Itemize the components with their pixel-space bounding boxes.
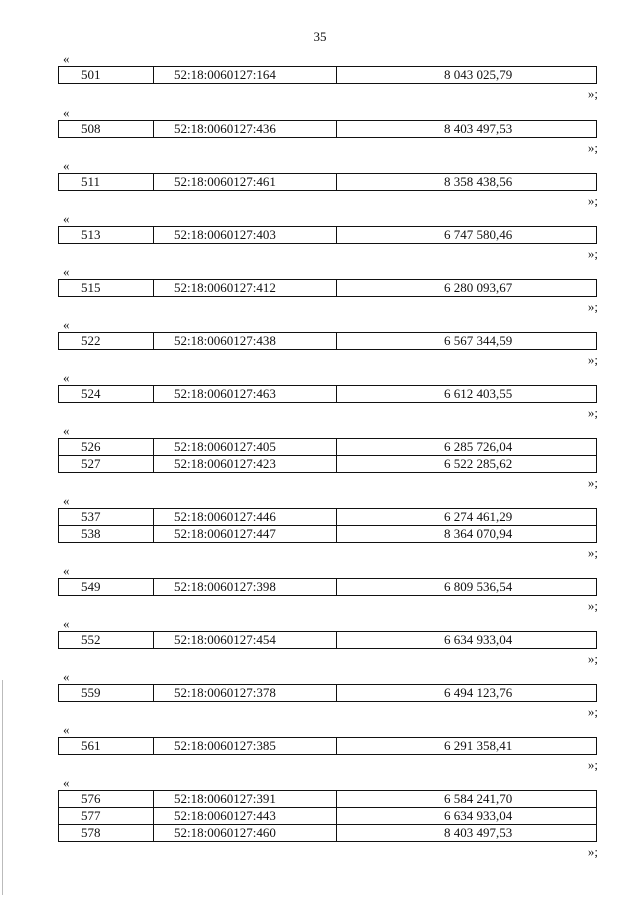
opening-quote: « xyxy=(63,775,70,790)
amendment-table xyxy=(58,120,597,138)
table-row xyxy=(59,526,597,543)
amendment-table xyxy=(58,631,597,649)
closing-quote: »; xyxy=(587,704,598,719)
cadastral-value: 6 280 093,67 xyxy=(337,280,597,297)
amendment-table xyxy=(58,737,597,755)
cadastral-value: 6 274 461,29 xyxy=(337,509,597,526)
cadastral-number: 52:18:0060127:446 xyxy=(154,509,337,526)
amendment-table xyxy=(58,173,597,191)
table-row xyxy=(59,509,597,526)
page-number: 35 xyxy=(313,29,327,44)
amendment-table xyxy=(58,790,597,842)
amendment-table xyxy=(58,279,597,297)
cadastral-value: 6 494 123,76 xyxy=(337,685,597,702)
opening-quote: « xyxy=(63,616,70,631)
cadastral-value: 6 634 933,04 xyxy=(337,808,597,825)
cadastral-value: 8 403 497,53 xyxy=(337,121,597,138)
closing-quote: »; xyxy=(587,246,598,261)
closing-quote: »; xyxy=(587,545,598,560)
cadastral-value: 6 634 933,04 xyxy=(337,632,597,649)
opening-quote: « xyxy=(63,105,70,120)
closing-quote: »; xyxy=(587,757,598,772)
cadastral-value: 8 043 025,79 xyxy=(337,67,597,84)
table-row xyxy=(59,67,597,84)
opening-quote: « xyxy=(63,722,70,737)
cadastral-value: 6 612 403,55 xyxy=(337,386,597,403)
opening-quote: « xyxy=(63,669,70,684)
row-number: 537 xyxy=(59,509,154,526)
amendment-table xyxy=(58,508,597,543)
cadastral-number: 52:18:0060127:454 xyxy=(154,632,337,649)
closing-quote: »; xyxy=(587,475,598,490)
closing-quote: »; xyxy=(587,86,598,101)
cadastral-number: 52:18:0060127:164 xyxy=(154,67,337,84)
table-row xyxy=(59,738,597,755)
closing-quote: »; xyxy=(587,598,598,613)
closing-quote: »; xyxy=(587,352,598,367)
cadastral-number: 52:18:0060127:460 xyxy=(154,825,337,842)
row-number: 538 xyxy=(59,526,154,543)
row-number: 527 xyxy=(59,456,154,473)
cadastral-number: 52:18:0060127:423 xyxy=(154,456,337,473)
table-row xyxy=(59,121,597,138)
amendment-table xyxy=(58,332,597,350)
row-number: 577 xyxy=(59,808,154,825)
opening-quote: « xyxy=(63,493,70,508)
closing-quote: »; xyxy=(587,844,598,859)
table-row xyxy=(59,579,597,596)
cadastral-value: 6 522 285,62 xyxy=(337,456,597,473)
table-row xyxy=(59,280,597,297)
amendment-table xyxy=(58,578,597,596)
row-number: 515 xyxy=(59,280,154,297)
row-number: 501 xyxy=(59,67,154,84)
row-number: 552 xyxy=(59,632,154,649)
cadastral-number: 52:18:0060127:412 xyxy=(154,280,337,297)
amendment-table xyxy=(58,684,597,702)
table-row xyxy=(59,456,597,473)
cadastral-value: 6 291 358,41 xyxy=(337,738,597,755)
opening-quote: « xyxy=(63,158,70,173)
cadastral-value: 6 567 344,59 xyxy=(337,333,597,350)
cadastral-number: 52:18:0060127:438 xyxy=(154,333,337,350)
opening-quote: « xyxy=(63,211,70,226)
row-number: 513 xyxy=(59,227,154,244)
closing-quote: »; xyxy=(587,140,598,155)
table-row xyxy=(59,632,597,649)
table-row xyxy=(59,227,597,244)
opening-quote: « xyxy=(63,317,70,332)
cadastral-number: 52:18:0060127:385 xyxy=(154,738,337,755)
table-row xyxy=(59,174,597,191)
cadastral-value: 8 358 438,56 xyxy=(337,174,597,191)
table-row xyxy=(59,439,597,456)
cadastral-number: 52:18:0060127:447 xyxy=(154,526,337,543)
closing-quote: »; xyxy=(587,405,598,420)
row-number: 561 xyxy=(59,738,154,755)
cadastral-value: 8 364 070,94 xyxy=(337,526,597,543)
row-number: 511 xyxy=(59,174,154,191)
row-number: 576 xyxy=(59,791,154,808)
cadastral-value: 6 747 580,46 xyxy=(337,227,597,244)
closing-quote: »; xyxy=(587,193,598,208)
opening-quote: « xyxy=(63,370,70,385)
table-row xyxy=(59,685,597,702)
amendment-table xyxy=(58,438,597,473)
row-number: 522 xyxy=(59,333,154,350)
scan-edge-mark xyxy=(2,680,3,895)
cadastral-value: 6 285 726,04 xyxy=(337,439,597,456)
closing-quote: »; xyxy=(587,299,598,314)
row-number: 549 xyxy=(59,579,154,596)
cadastral-value: 6 809 536,54 xyxy=(337,579,597,596)
cadastral-value: 8 403 497,53 xyxy=(337,825,597,842)
table-row xyxy=(59,333,597,350)
cadastral-number: 52:18:0060127:391 xyxy=(154,791,337,808)
opening-quote: « xyxy=(63,563,70,578)
amendment-table xyxy=(58,385,597,403)
row-number: 524 xyxy=(59,386,154,403)
table-row xyxy=(59,808,597,825)
closing-quote: »; xyxy=(587,651,598,666)
opening-quote: « xyxy=(63,423,70,438)
cadastral-number: 52:18:0060127:398 xyxy=(154,579,337,596)
table-row xyxy=(59,825,597,842)
cadastral-number: 52:18:0060127:461 xyxy=(154,174,337,191)
cadastral-value: 6 584 241,70 xyxy=(337,791,597,808)
row-number: 526 xyxy=(59,439,154,456)
row-number: 559 xyxy=(59,685,154,702)
row-number: 578 xyxy=(59,825,154,842)
opening-quote: « xyxy=(63,51,70,66)
table-row xyxy=(59,386,597,403)
amendment-table xyxy=(58,66,597,84)
cadastral-number: 52:18:0060127:463 xyxy=(154,386,337,403)
table-row xyxy=(59,791,597,808)
cadastral-number: 52:18:0060127:436 xyxy=(154,121,337,138)
row-number: 508 xyxy=(59,121,154,138)
cadastral-number: 52:18:0060127:405 xyxy=(154,439,337,456)
cadastral-number: 52:18:0060127:443 xyxy=(154,808,337,825)
cadastral-number: 52:18:0060127:403 xyxy=(154,227,337,244)
amendment-table xyxy=(58,226,597,244)
opening-quote: « xyxy=(63,264,70,279)
cadastral-number: 52:18:0060127:378 xyxy=(154,685,337,702)
